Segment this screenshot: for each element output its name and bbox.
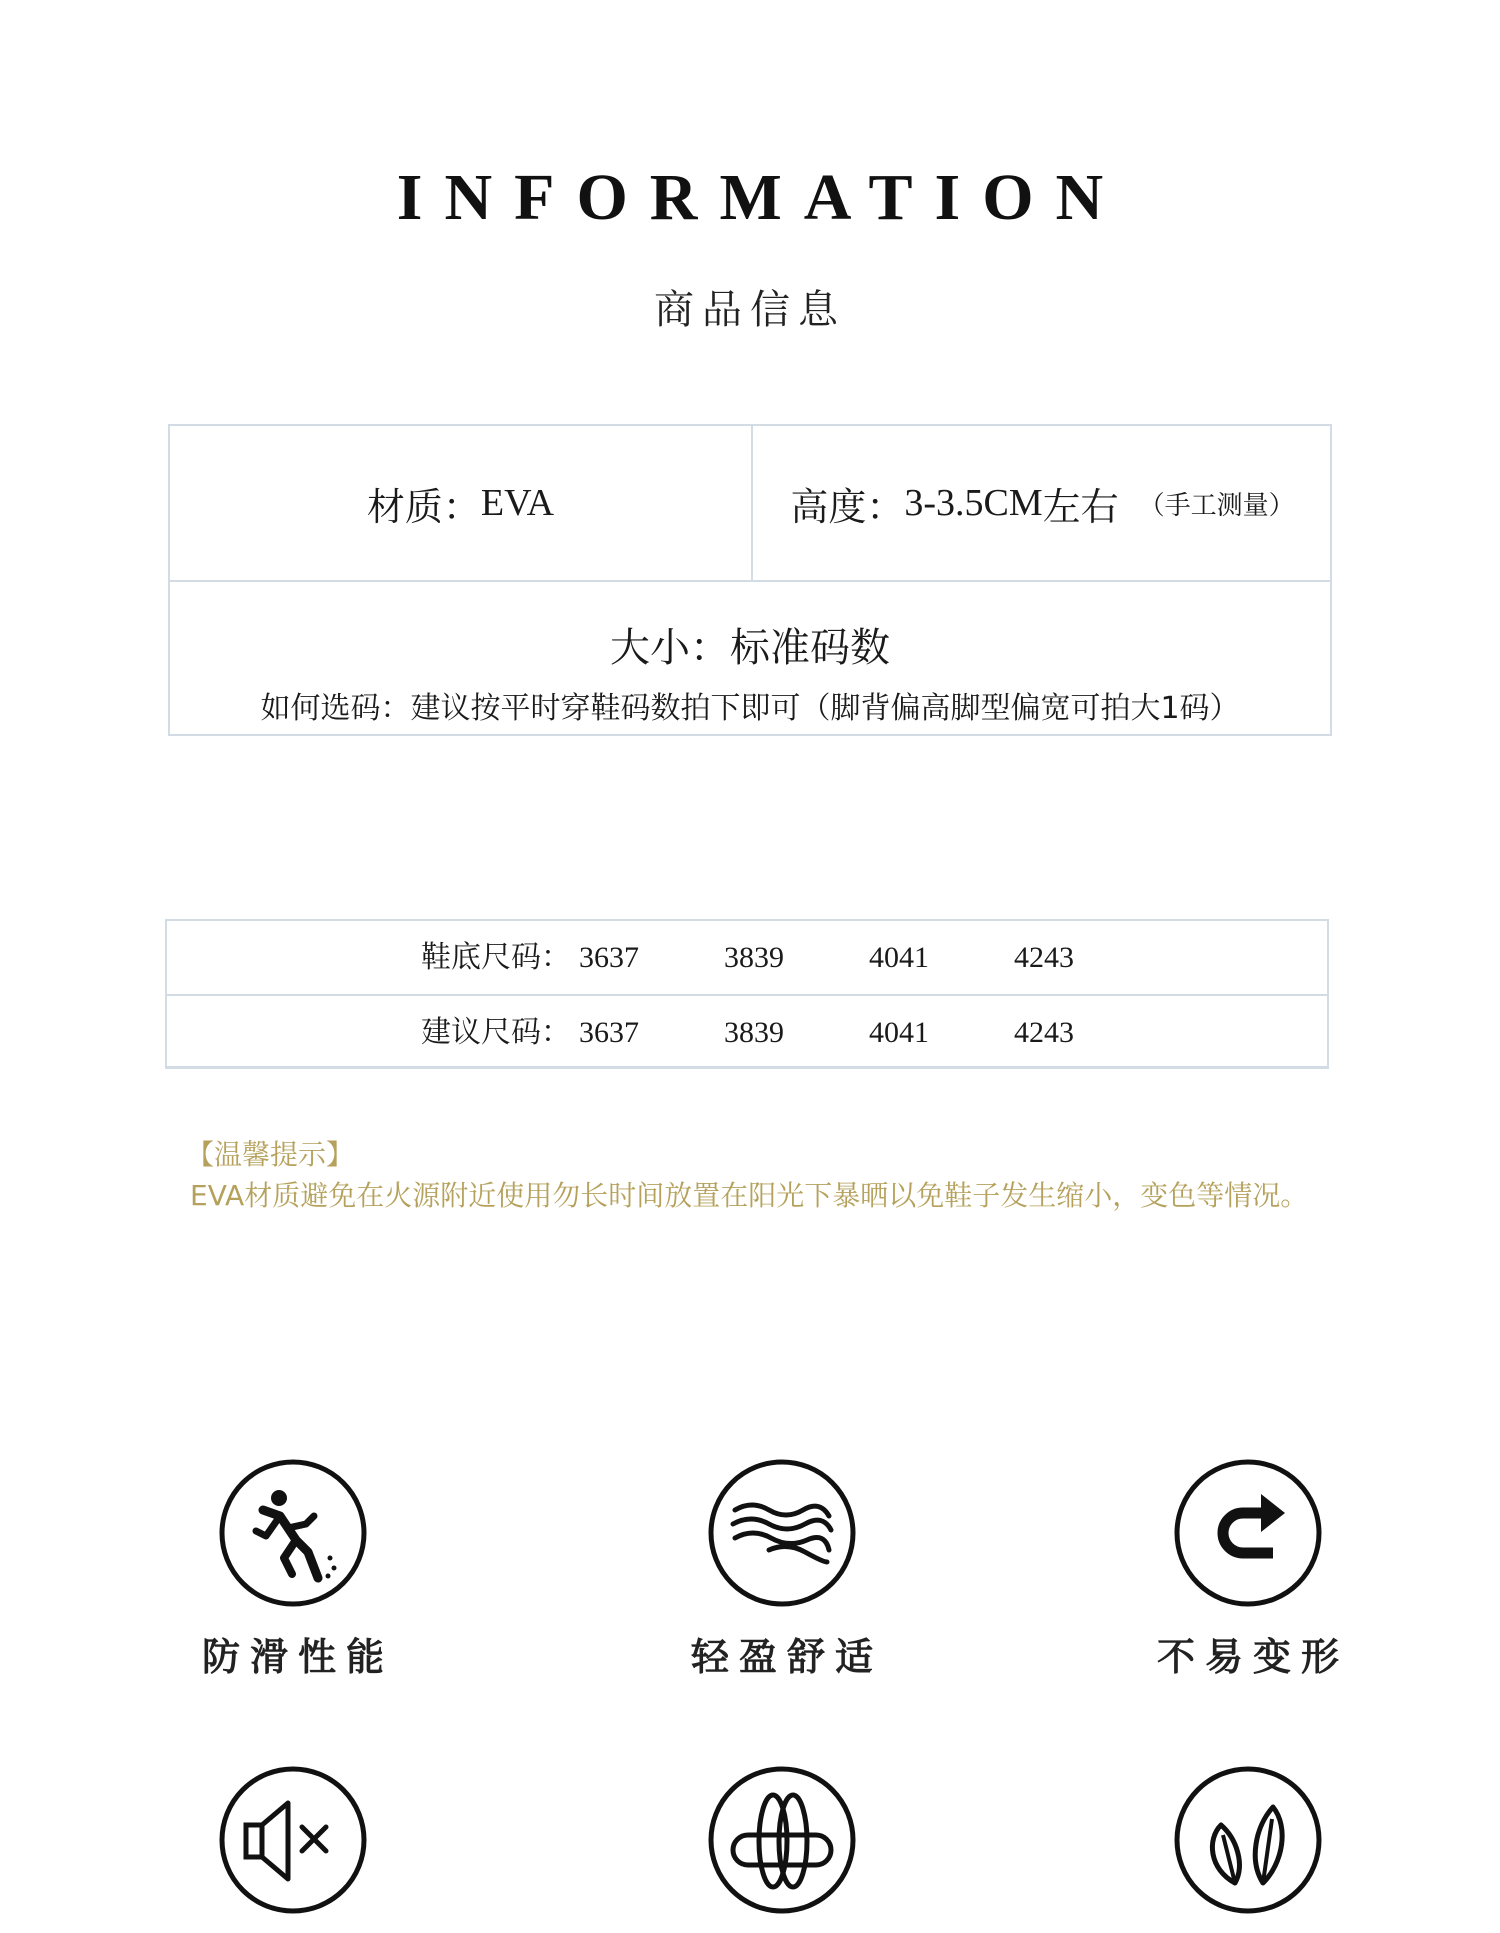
size-value: 3637 [579,1016,639,1049]
size-value: 3637 [579,941,639,974]
feature-lightweight [652,1458,912,1681]
table-row [167,996,1327,1069]
size-cell [170,582,1330,736]
height-value: 3-3.5CM [904,482,1043,524]
material-cell [170,426,751,580]
page-heading: INFORMATION [396,161,1126,234]
size-value: 3839 [724,941,784,974]
leaves-icon [1173,1765,1323,1915]
size-value: 4041 [869,1016,929,1049]
height-suffix: 左右 [1042,484,1119,529]
size-value: 4243 [1014,1016,1074,1049]
material-label: 材质： [366,484,481,529]
row-label: 建议尺码： [421,1015,571,1050]
size-value: 4041 [869,941,929,974]
feature-label: 防滑性能 [201,1635,394,1679]
slip-person-icon [218,1458,368,1608]
height-note: （手工测量） [1138,490,1295,521]
waves-icon [707,1458,857,1608]
height-cell [753,426,1332,580]
page-subheading: 商品信息 [654,287,846,333]
table-row [167,921,1327,996]
feature-label: 轻盈舒适 [690,1635,883,1679]
size-chart-table [165,919,1329,1069]
size-value: 4243 [1014,941,1074,974]
feature-eco [1118,1765,1378,1933]
feature-flexible [652,1765,912,1933]
feature-label: 不易变形 [1156,1635,1349,1679]
notice-title: 【温馨提示】 [186,1138,355,1171]
product-info-table [168,424,1332,736]
flexible-sole-icon [707,1765,857,1915]
size-title: 大小：标准码数 [610,625,890,671]
return-arrow-icon [1173,1458,1323,1608]
size-tip: 如何选码：建议按平时穿鞋码数拍下即可（脚背偏高脚型偏宽可拍大1码） [260,691,1240,726]
size-value: 3839 [724,1016,784,1049]
feature-silent [163,1765,423,1933]
feature-anti-slip [163,1458,423,1681]
notice-text: EVA材质避免在火源附近使用勿长时间放置在阳光下暴晒以免鞋子发生缩小，变色等情况。 [190,1179,1309,1212]
row-label: 鞋底尺码： [421,940,571,975]
height-label: 高度： [790,484,905,529]
mute-speaker-icon [218,1765,368,1915]
feature-shape-retention [1118,1458,1378,1681]
material-value: EVA [480,482,555,524]
